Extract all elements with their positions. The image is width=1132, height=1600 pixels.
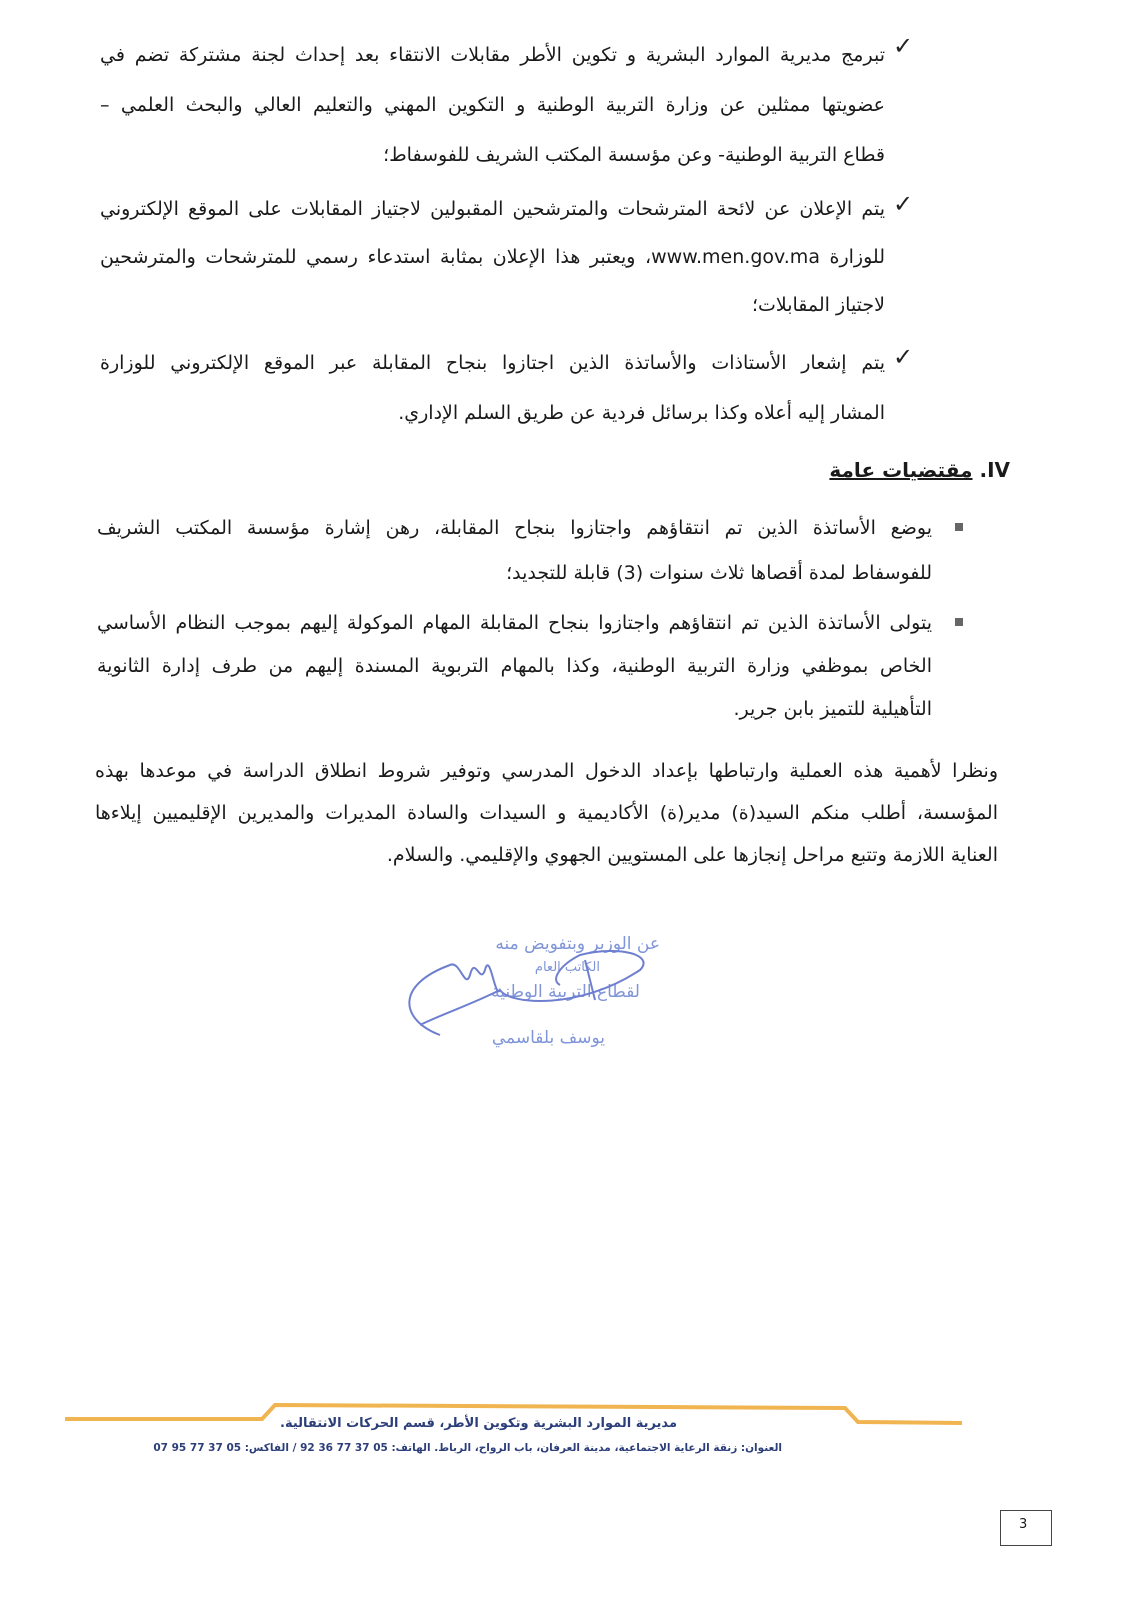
- text-line: للفوسفاط لمدة أقصاها ثلاث سنوات (3) قابلة للتجديد؛: [506, 562, 932, 584]
- text-line: يتم إشعار الأستاذات والأساتذة الذين اجتازوا بنجاح المقابلة عبر الموقع الإلكتروني للوزارة: [100, 352, 885, 374]
- text-line: عضويتها ممثلين عن وزارة التربية الوطنية و التكوين المهني والتعليم العالي والبحث العلمي –: [100, 94, 885, 116]
- stamp-line: لقطاع التربية الوطنية: [491, 982, 640, 1002]
- text-line: التأهيلية للتميز بابن جرير.: [733, 698, 932, 720]
- bullet-item-2: [97, 602, 932, 731]
- text-line: يتولى الأساتذة الذين تم انتقاؤهم واجتازوا بنجاح المقابلة المهام الموكولة إليهم بموجب النظام الأساسي: [97, 612, 932, 634]
- text-line: للوزارة www.men.gov.ma، ويعتبر هذا الإعلان بمثابة استدعاء رسمي للمترشحات والمترشحين: [100, 246, 885, 268]
- check-item-3: [100, 338, 885, 438]
- text-line: العناية اللازمة وتتبع مراحل إنجازها على المستويين الجهوي والإقليمي. والسلام.: [386, 844, 998, 866]
- square-bullet-icon: [955, 523, 963, 531]
- checkmark-icon: ✓: [893, 343, 914, 371]
- square-bullet-icon: [955, 618, 963, 626]
- text-line: يتم الإعلان عن لائحة المترشحات والمترشحين المقبولين لاجتياز المقابلات على الموقع الإلكتروني: [100, 198, 885, 220]
- text-line: ونظرا لأهمية هذه العملية وارتباطها بإعداد الدخول المدرسي وتوفير شروط انطلاق الدراسة في موعدها بهذه: [95, 760, 998, 782]
- closing-paragraph: [95, 750, 998, 876]
- checkmark-icon: ✓: [893, 32, 914, 60]
- stamp-line: الكاتب العام: [534, 960, 600, 975]
- bullet-item-1: [97, 506, 932, 596]
- section-heading: [829, 458, 1010, 482]
- check-item-1: [100, 30, 885, 180]
- section-title: مقتضيات عامة: [829, 458, 973, 482]
- stamp-name: يوسف بلقاسمي: [491, 1028, 605, 1048]
- footer-address: العنوان: زنقة الرعاية الاجتماعية، مدينة العرفان، باب الرواح، الرباط. الهاتف: 05 37 77 36 92 / الفاكس: 05 37 77 95 07: [153, 1442, 782, 1454]
- text-line: يوضع الأساتذة الذين تم انتقاؤهم واجتازوا بنجاح المقابلة، رهن إشارة مؤسسة المكتب الشريف: [97, 517, 932, 539]
- stamp-line: عن الوزير وبتفويض منه: [495, 934, 660, 954]
- check-item-2: [100, 185, 885, 329]
- handwritten-signature: [380, 930, 680, 1070]
- footer-department: مديرية الموارد البشرية وتكوين الأطر، قسم الحركات الانتقالية.: [280, 1416, 677, 1431]
- checkmark-icon: ✓: [893, 190, 914, 218]
- text-line: الخاص بموظفي وزارة التربية الوطنية، وكذا بالمهام التربوية المسندة إليهم من طرف إدارة الثانوية: [97, 655, 932, 677]
- text-line: قطاع التربية الوطنية- وعن مؤسسة المكتب الشريف للفوسفاط؛: [383, 144, 885, 166]
- section-number: IV.: [979, 458, 1010, 482]
- text-line: تبرمج مديرية الموارد البشرية و تكوين الأطر مقابلات الانتقاء بعد إحداث لجنة مشتركة تضم في: [100, 44, 885, 66]
- text-line: المؤسسة، أطلب منكم السيد(ة) مدير(ة) الأكاديمية و السيدات والسادة المديرات والمديرين الإقليميين إيلاءها: [95, 802, 998, 824]
- page-number: 3: [1019, 1517, 1028, 1532]
- text-line: المشار إليه أعلاه وكذا برسائل فردية عن طريق السلم الإداري.: [398, 402, 885, 424]
- signature-stamp: [380, 930, 680, 1070]
- page-number-box: [1000, 1510, 1052, 1546]
- text-line: لاجتياز المقابلات؛: [751, 294, 885, 316]
